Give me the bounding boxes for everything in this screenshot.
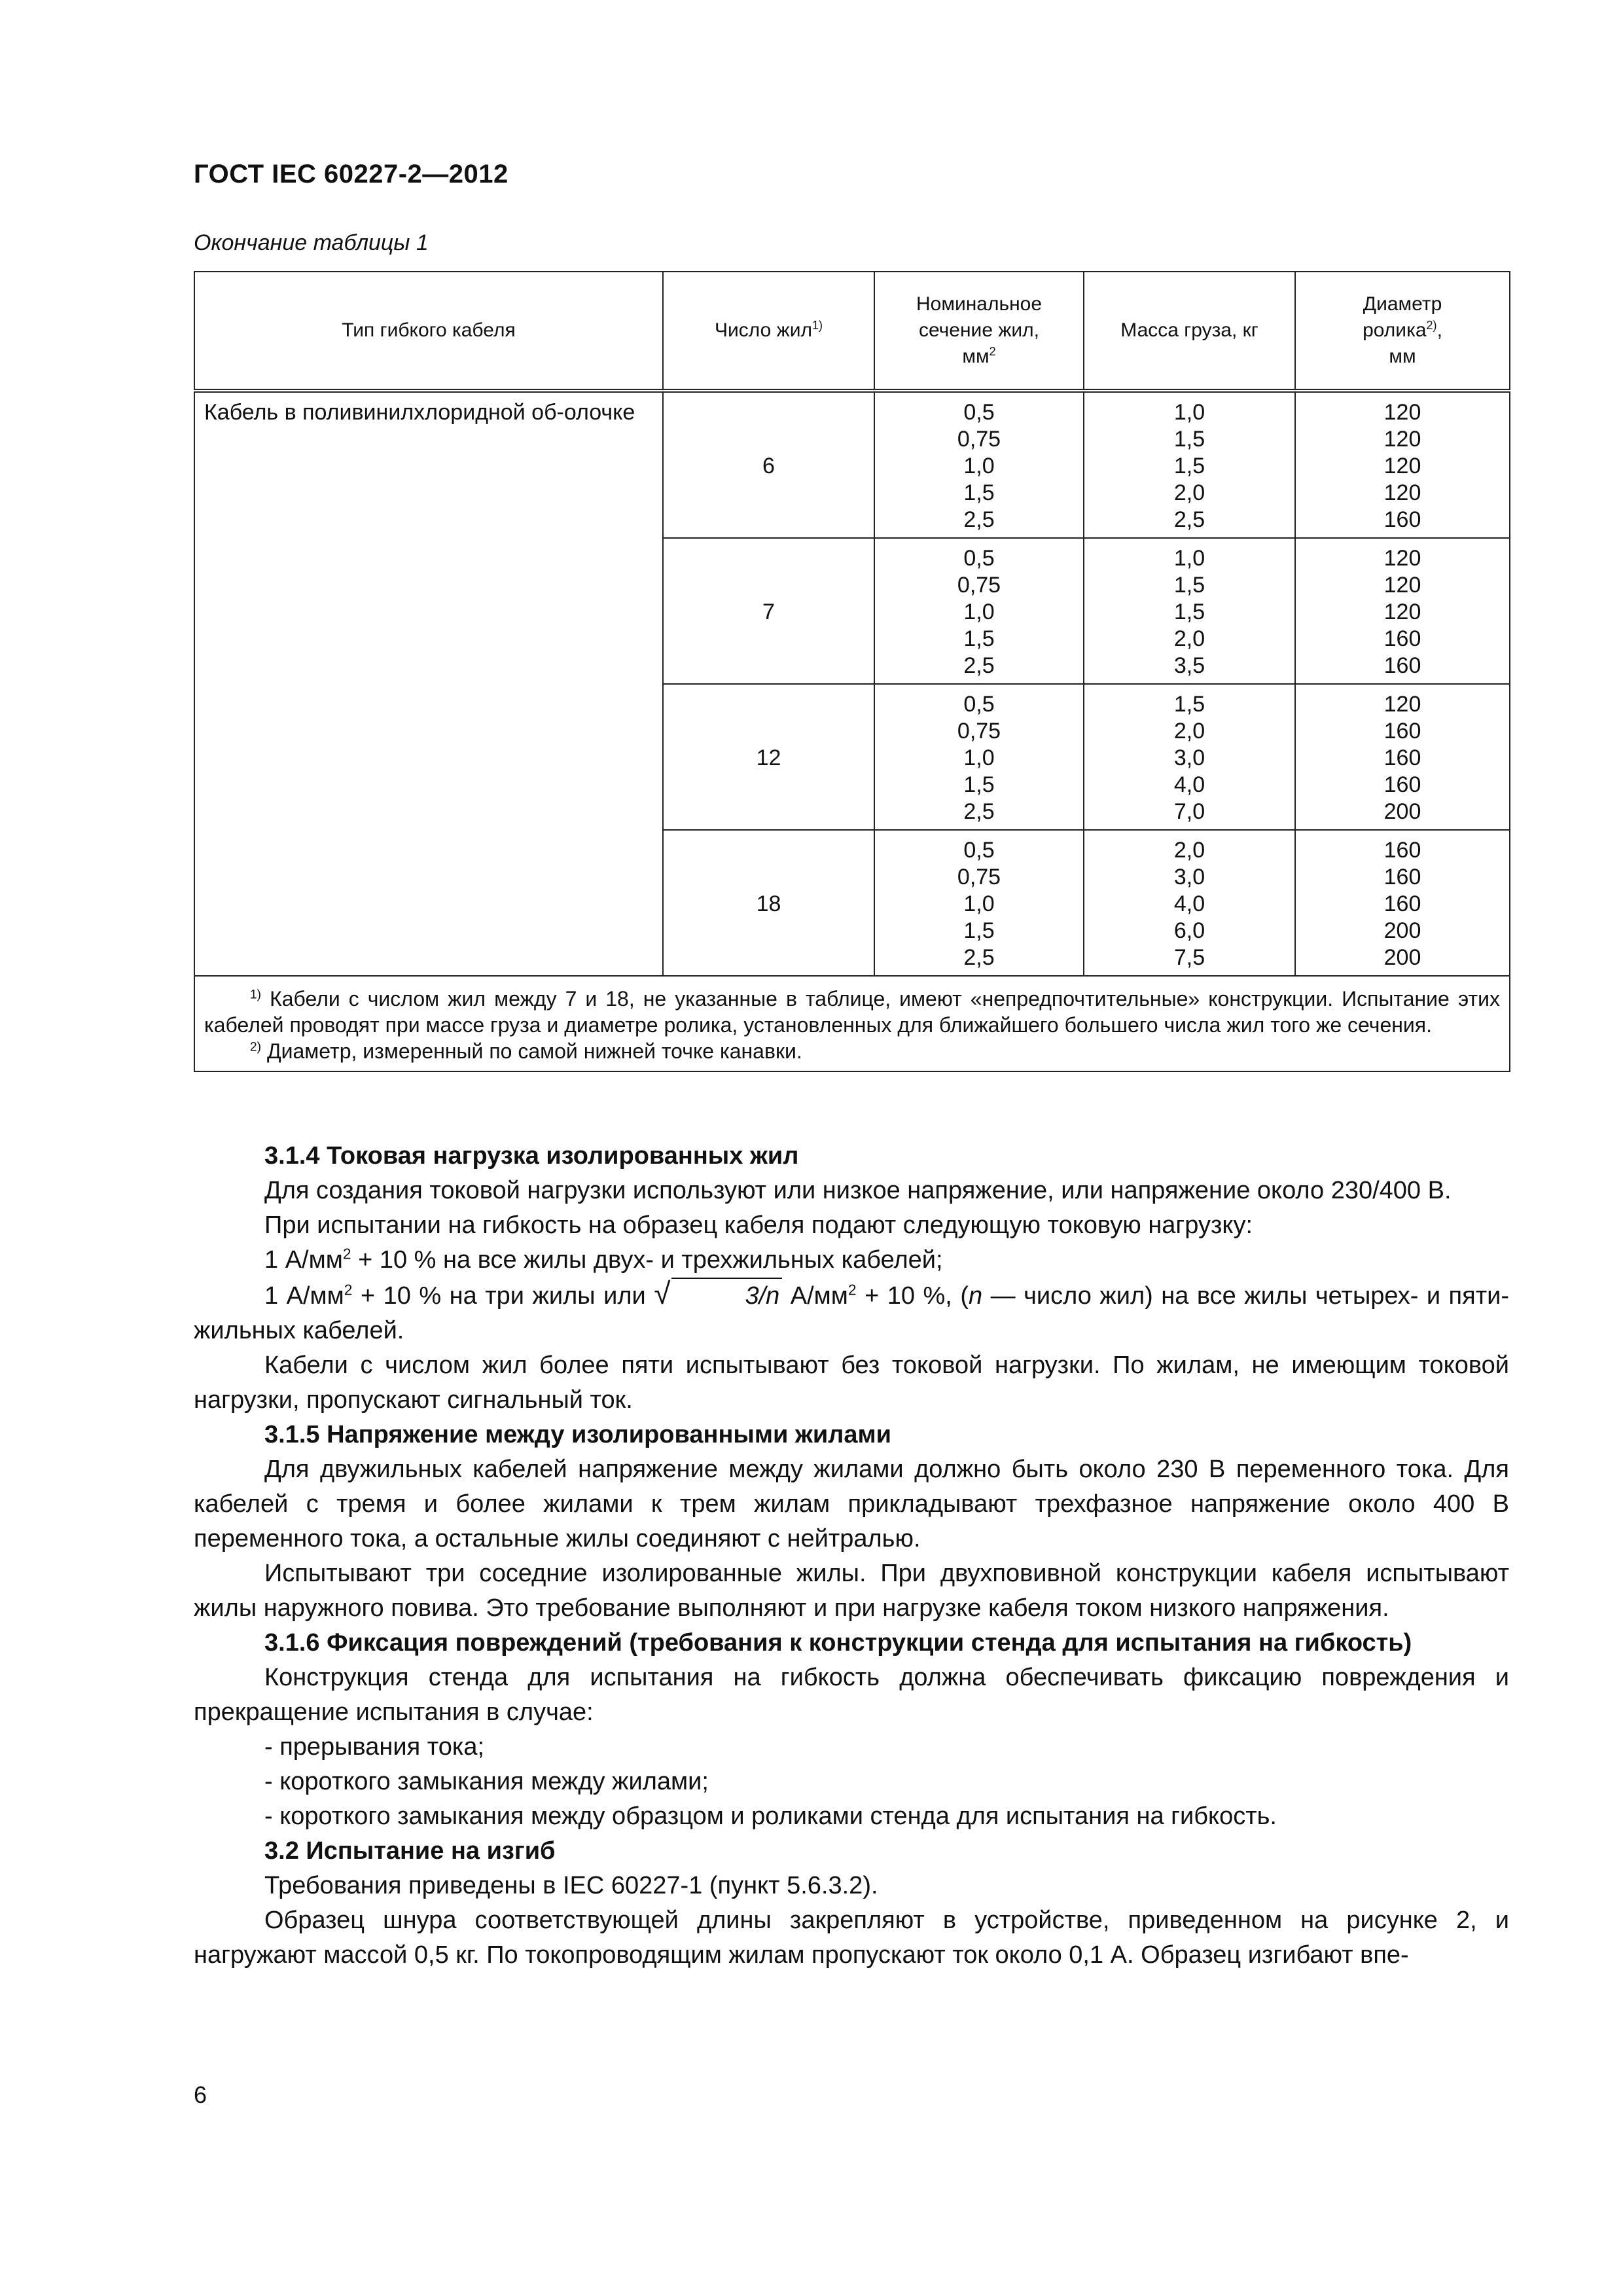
section-heading-3-2: 3.2 Испытание на изгиб <box>264 1837 556 1865</box>
page-number: 6 <box>194 2081 207 2108</box>
footnote-1: $^{1)}$ Кабели с числом жил между 7 и 18, не указанные в таблице, имеют «непредпочтительные» конструкции. Испытание этих кабелей проводят при массе груза и диаметре ролика, установленных для ближайшего большего числа жил того же сечения. <box>204 987 1501 1037</box>
body-text <box>194 1139 1509 1973</box>
section-heading-3-1-4: 3.1.4 Токовая нагрузка изолированных жил <box>264 1142 799 1170</box>
paragraph: Кабели с числом жил более пяти испытывают без токовой нагрузки. По жилам, не имеющим токовой нагрузки, пропускают сигнальный ток. <box>194 1352 1509 1414</box>
paragraph: 1 $А/мм^2 + 10$ % на все жилы двух- и трехжильных кабелей; <box>264 1245 943 1274</box>
cores-cell: 18 <box>663 830 874 976</box>
section-cell: 0,5 0,75 1,0 1,5 2,5 <box>874 538 1084 684</box>
paragraph: При испытании на гибкость на образец кабеля подают следующую токовую нагрузку: <box>264 1211 1253 1239</box>
table-footnotes <box>194 976 1510 1071</box>
paragraph: Для двужильных кабелей напряжение между жилами должно быть около 230 В переменного тока. Для кабелей с тремя и более жилами к трем жилам прикладывают трехфазное напряжение около 400 В переменного тока, а остальные жилы соединяют с нейтралью. <box>194 1456 1509 1552</box>
col-header-type: Тип гибкого кабеля <box>194 272 663 391</box>
table-header-row <box>194 272 1510 391</box>
paragraph: Требования приведены в IEC 60227-1 (пункт 5.6.3.2). <box>264 1872 878 1899</box>
mass-cell: 1,0 1,5 1,5 2,0 3,5 <box>1084 538 1295 684</box>
paragraph: Конструкция стенда для испытания на гибкость должна обеспечивать фиксацию повреждения и прекращение испытания в случае: <box>194 1664 1509 1726</box>
section-cell: 0,5 0,75 1,0 1,5 2,5 <box>874 391 1084 538</box>
diameter-cell: 120 120 120 160 160 <box>1295 538 1510 684</box>
footnote-2: $^{2)}$ Диаметр, измеренный по самой нижней точке канавки. <box>250 1039 802 1063</box>
col-header-mass: Масса груза, кг <box>1084 272 1295 391</box>
section-heading-3-1-5: 3.1.5 Напряжение между изолированными жилами <box>264 1421 891 1448</box>
sqrt-symbol: √ <box>654 1276 671 1310</box>
diameter-cell: 120 160 160 160 200 <box>1295 684 1510 830</box>
col-header-cores: Число жил$^{1)}$ <box>663 272 874 391</box>
cores-cell: 12 <box>663 684 874 830</box>
document-header: ГОСТ IEC 60227-2—2012 <box>194 160 508 188</box>
cable-type-cell: Кабель в поливинилхлоридной об-олочке <box>194 391 663 976</box>
mass-cell: 1,5 2,0 3,0 4,0 7,0 <box>1084 684 1295 830</box>
section-cell: 0,5 0,75 1,0 1,5 2,5 <box>874 684 1084 830</box>
list-item: - короткого замыкания между образцом и роликами стенда для испытания на гибкость. <box>264 1803 1277 1830</box>
paragraph: Образец шнура соответствующей длины закрепляют в устройстве, приведенном на рисунке 2, и нагружают массой 0,5 кг. По токопроводящим жилам пропускают ток около 0,1 А. Образец изгибают впе- <box>194 1907 1509 1969</box>
section-cell: 0,5 0,75 1,0 1,5 2,5 <box>874 830 1084 976</box>
cable-test-table <box>194 271 1510 1072</box>
paragraph: Испытывают три соседние изолированные жилы. При двухповивной конструкции кабеля испытывают жилы наружного повива. Это требование выполняют и при нагрузке кабеля током низкого напряжения. <box>194 1560 1509 1622</box>
table-footnotes-row <box>194 976 1510 1071</box>
col-header-diameter: Диаметр ролика$^{2)}$, мм <box>1295 272 1510 391</box>
sqrt-argument: 3/n <box>671 1278 782 1314</box>
table-caption: Окончание таблицы 1 <box>194 230 429 255</box>
mass-cell: 1,0 1,5 1,5 2,0 2,5 <box>1084 391 1295 538</box>
diameter-cell: 120 120 120 120 160 <box>1295 391 1510 538</box>
cores-cell: 7 <box>663 538 874 684</box>
col-header-section: Номинальное сечение жил, $мм^2$ <box>874 272 1084 391</box>
paragraph: Для создания токовой нагрузки используют или низкое напряжение, или напряжение около 230/400 В. <box>264 1177 1452 1204</box>
table-row <box>194 391 1510 538</box>
table-body <box>194 391 1510 1071</box>
diameter-cell: 160 160 160 200 200 <box>1295 830 1510 976</box>
cores-cell: 6 <box>663 391 874 538</box>
mass-cell: 2,0 3,0 4,0 6,0 7,5 <box>1084 830 1295 976</box>
section-heading-3-1-6: 3.1.6 Фиксация повреждений (требования к конструкции стенда для испытания на гибкость) <box>264 1629 1412 1657</box>
list-item: - прерывания тока; <box>264 1733 485 1761</box>
list-item: - короткого замыкания между жилами; <box>264 1768 709 1795</box>
formula-paragraph: 1 $А/мм^2 + 10$ % на три жилы или √ 3/n $А/мм^2 + 10$ %, (n — число жил) на все жилы четырех- и пяти-жильных кабелей. <box>194 1276 1509 1344</box>
